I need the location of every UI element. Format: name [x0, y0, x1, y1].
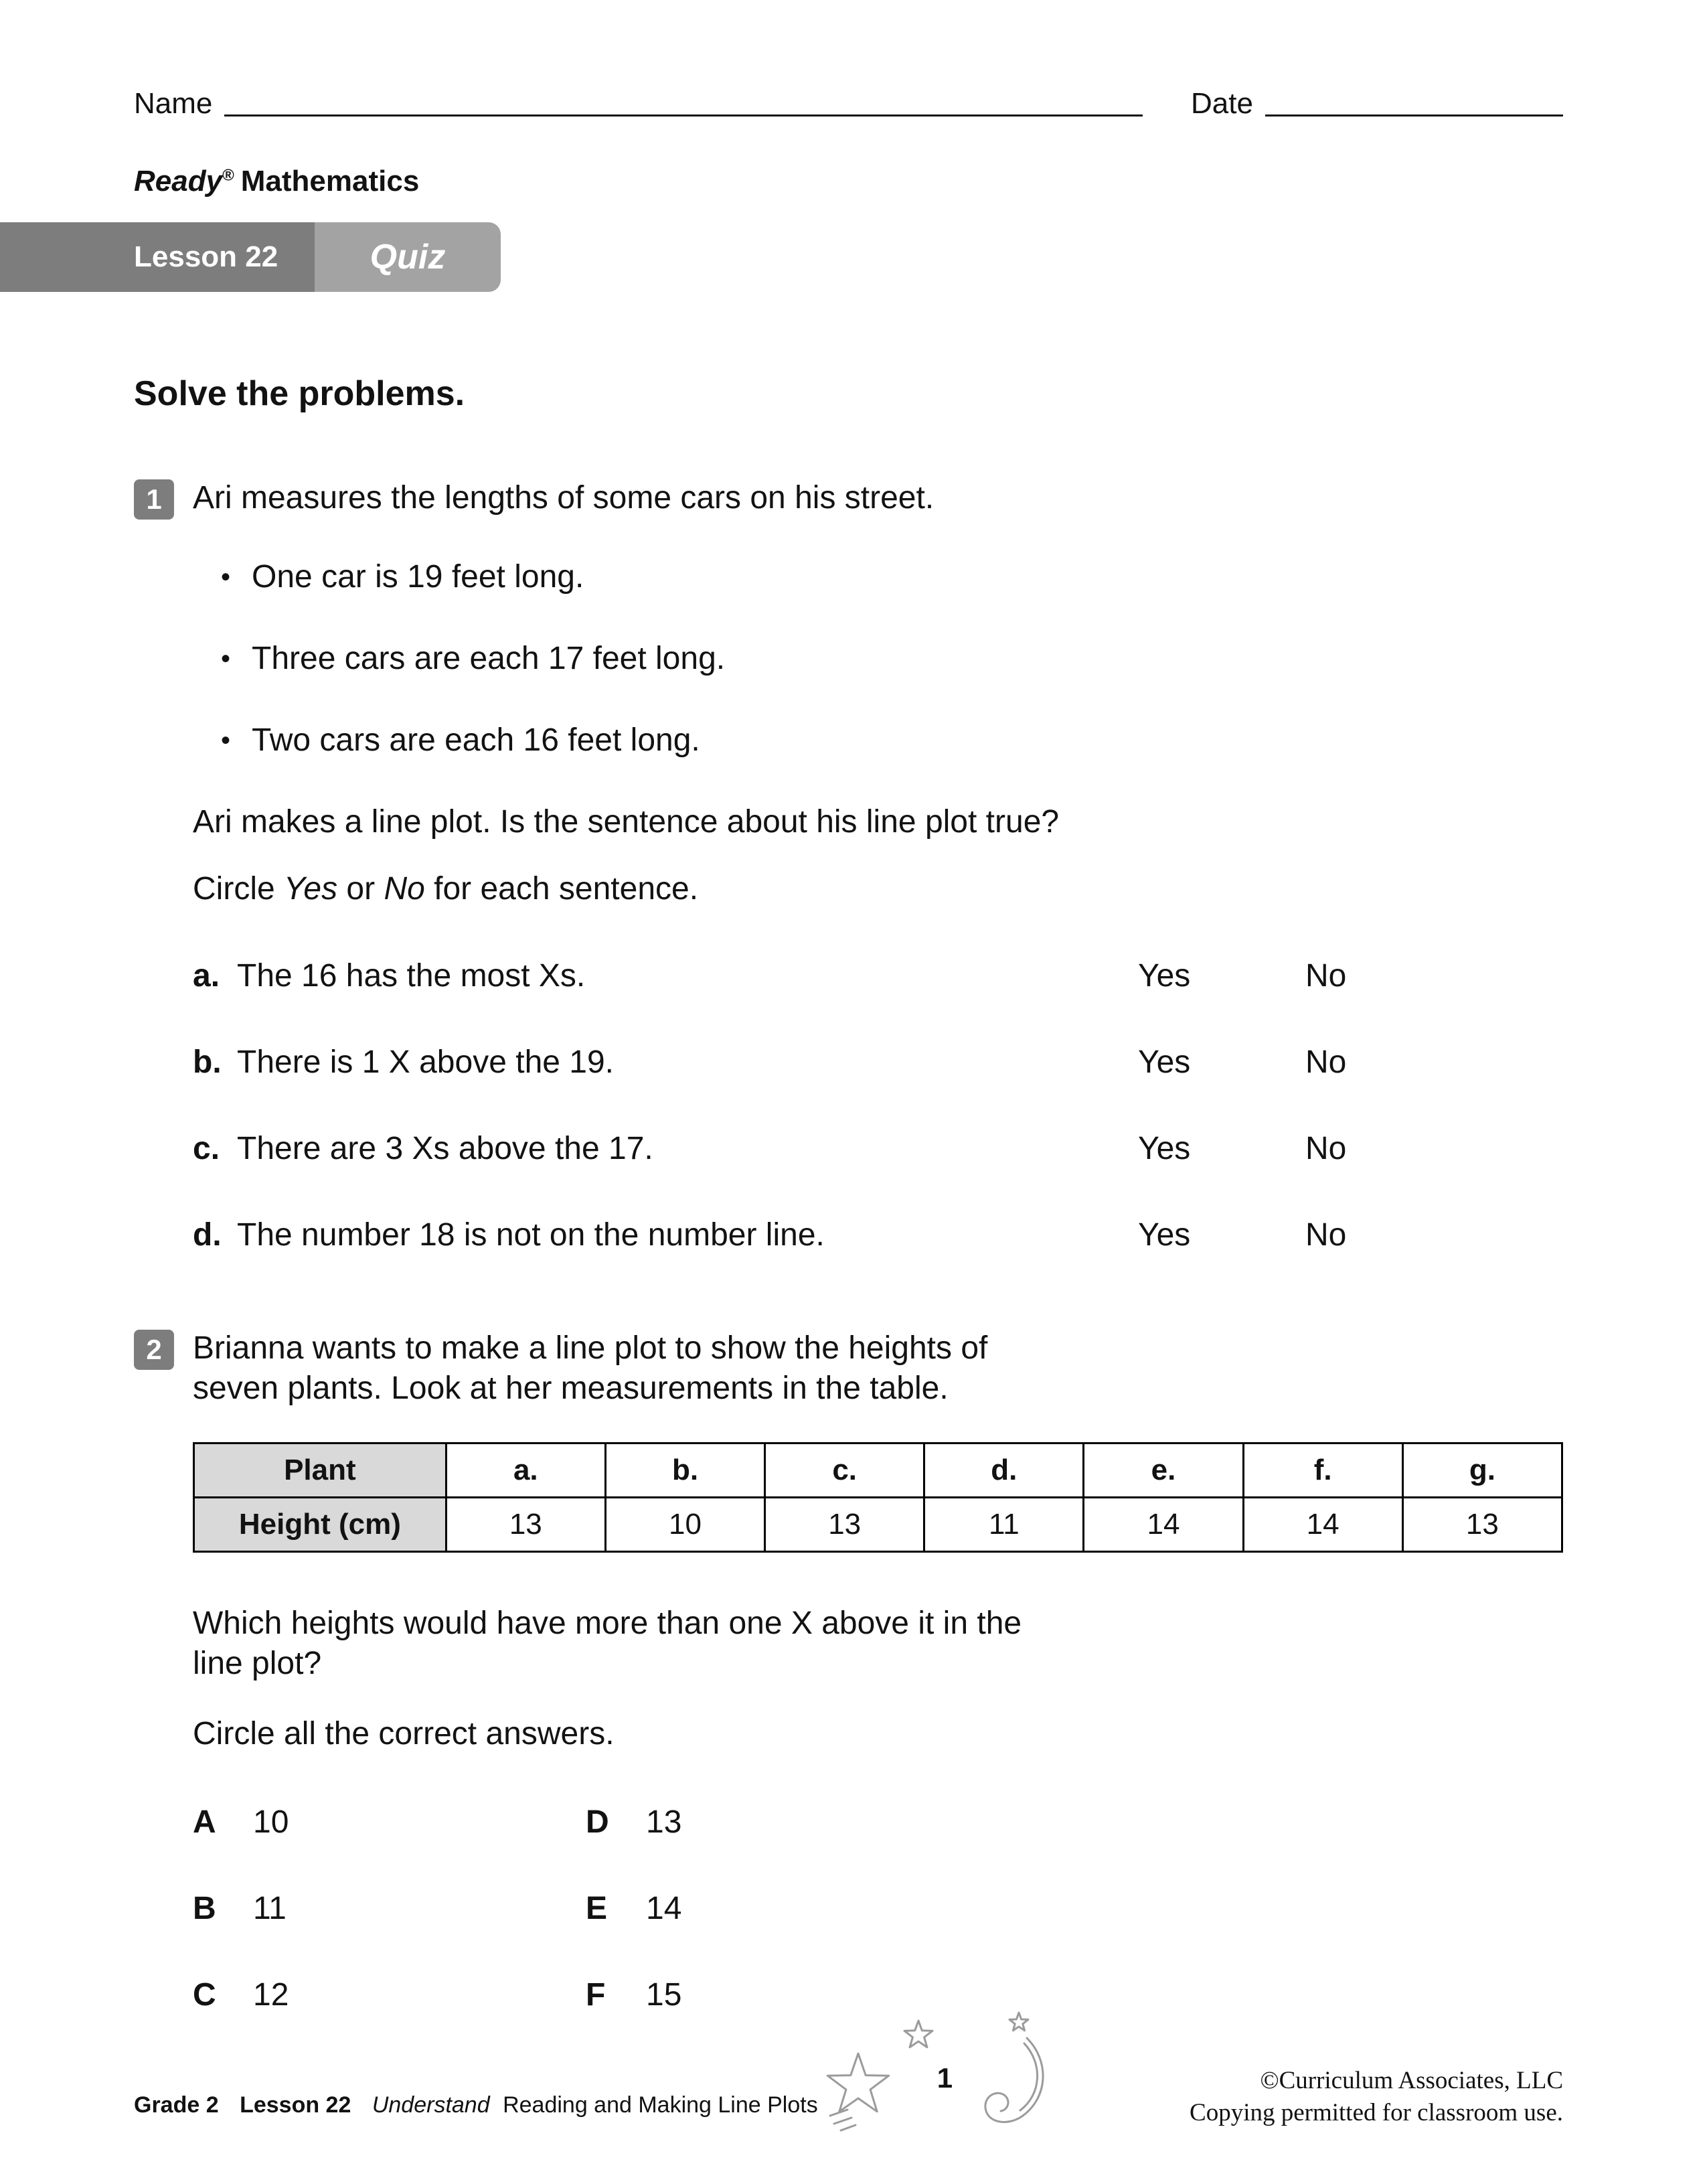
- problem-2: [134, 1328, 1563, 2015]
- instructions-heading: Solve the problems.: [134, 374, 465, 413]
- unit-title: Reading and Making Line Plots: [503, 2092, 818, 2118]
- yes-option[interactable]: Yes: [1138, 1217, 1191, 1253]
- footer-center: [818, 2009, 1059, 2136]
- yes-no-rows: [193, 956, 1563, 1255]
- bullet-item: [193, 557, 1563, 597]
- answer-choices: [193, 1802, 1563, 2015]
- circle-instruction-pre: Circle: [193, 871, 284, 907]
- bullet-item: [193, 720, 1563, 761]
- problem-1-question: Ari makes a line plot. Is the sentence about his line plot true?: [193, 804, 1060, 840]
- choice-letter: C: [193, 1977, 216, 2013]
- item-text: The number 18 is not on the number line.: [237, 1217, 825, 1253]
- height-value: 13: [1402, 1498, 1562, 1552]
- plant-column-header: f.: [1243, 1444, 1402, 1498]
- bullet-text: • Two cars are each 16 feet long.: [252, 722, 700, 758]
- banner-quiz-label: Quiz: [315, 222, 501, 292]
- item-letter: d.: [193, 1217, 222, 1253]
- brand-ready: Ready: [134, 165, 223, 198]
- yes-option[interactable]: Yes: [1138, 1044, 1191, 1080]
- circle-instruction-post: for each sentence.: [424, 871, 699, 907]
- no-option[interactable]: No: [1305, 1131, 1347, 1166]
- height-value: 13: [765, 1498, 924, 1552]
- choice-value: 10: [253, 1804, 289, 1840]
- brand-mathematics: Mathematics: [240, 165, 420, 198]
- no-option[interactable]: No: [1305, 1044, 1347, 1080]
- item-text: There are 3 Xs above the 17.: [237, 1131, 653, 1166]
- name-label: Name: [134, 87, 213, 120]
- date-fill-line[interactable]: [1265, 114, 1563, 116]
- copyright-line1: ©Curriculum Associates, LLC: [1260, 2066, 1563, 2094]
- no-option[interactable]: No: [1305, 958, 1347, 994]
- choice-letter: E: [586, 1891, 608, 1926]
- choice-value: 14: [646, 1891, 682, 1926]
- yes-option[interactable]: Yes: [1138, 1131, 1191, 1166]
- item-text: There is 1 X above the 19.: [237, 1044, 615, 1080]
- yes-no-row-b: [193, 1042, 1563, 1083]
- date-group: [1191, 87, 1563, 121]
- choice-d[interactable]: [586, 1802, 681, 1843]
- bullet-text: • Three cars are each 17 feet long.: [252, 641, 726, 676]
- no-option[interactable]: No: [1305, 1217, 1347, 1253]
- bullet-list: [193, 557, 1563, 761]
- page-footer: [134, 2009, 1563, 2136]
- problem-2-prompt-line2: seven plants. Look at her measurements in the table.: [193, 1371, 949, 1406]
- statement: [193, 1042, 1138, 1083]
- plant-column-header: g.: [1402, 1444, 1562, 1498]
- problem-2-number-badge: 2: [134, 1330, 174, 1370]
- choice-letter: D: [586, 1804, 609, 1840]
- choice-a[interactable]: [193, 1802, 586, 1843]
- table-row-plants: [194, 1444, 1562, 1498]
- height-value: 10: [605, 1498, 764, 1552]
- problem-1-prompt: Ari measures the lengths of some cars on his street.: [193, 480, 934, 516]
- item-text: The 16 has the most Xs.: [237, 958, 586, 994]
- circle-yes-no-instruction: [193, 869, 1563, 909]
- registered-mark: ®: [222, 166, 234, 185]
- footer-left: [134, 2092, 818, 2136]
- yes-no-row-a: [193, 956, 1563, 996]
- lesson-banner: [0, 222, 501, 292]
- yes-no-row-c: [193, 1129, 1563, 1169]
- choice-letter: A: [193, 1804, 216, 1840]
- plant-column-header: d.: [924, 1444, 1084, 1498]
- statement: [193, 956, 1138, 996]
- choice-value: 15: [646, 1977, 682, 2013]
- name-date-header: [134, 87, 1563, 121]
- item-letter: c.: [193, 1131, 220, 1166]
- copyright-line2: Copying permitted for classroom use.: [1190, 2098, 1563, 2126]
- plant-column-header: e.: [1084, 1444, 1243, 1498]
- height-row-label: Height (cm): [194, 1498, 446, 1552]
- bullet-item: [193, 639, 1563, 679]
- height-value: 14: [1084, 1498, 1243, 1552]
- statement: [193, 1129, 1138, 1169]
- choice-value: 11: [253, 1891, 287, 1926]
- choice-letter: B: [193, 1891, 216, 1926]
- banner-lesson-label: Lesson 22: [0, 222, 315, 292]
- problem-2-prompt-line1: Brianna wants to make a line plot to show the heights of: [193, 1330, 988, 1366]
- brand-line: [134, 165, 1563, 198]
- problem-2-question-line2: line plot?: [193, 1646, 322, 1681]
- date-label: Date: [1191, 87, 1253, 120]
- item-letter: b.: [193, 1044, 222, 1080]
- table-row-heights: [194, 1498, 1562, 1552]
- choice-value: 13: [646, 1804, 682, 1840]
- plant-column-header: b.: [605, 1444, 764, 1498]
- bullet-text: • One car is 19 feet long.: [252, 559, 584, 595]
- choice-letter: F: [586, 1977, 606, 2013]
- choice-value: 12: [253, 1977, 289, 2013]
- statement: [193, 1215, 1138, 1255]
- problem-1: [134, 478, 1563, 1302]
- grade-label: Grade 2: [134, 2092, 219, 2118]
- name-fill-line[interactable]: [224, 114, 1143, 116]
- plant-column-header: c.: [765, 1444, 924, 1498]
- unit-title-italic: Understand: [372, 2092, 490, 2118]
- yes-no-row-d: [193, 1215, 1563, 1255]
- problem-1-body: [193, 478, 1563, 1302]
- circle-instruction-mid: or: [337, 871, 384, 907]
- plant-height-table: [193, 1442, 1563, 1553]
- lesson-label: Lesson 22: [240, 2092, 351, 2118]
- choice-e[interactable]: [586, 1889, 681, 1929]
- problem-2-question-line1: Which heights would have more than one X above it in the: [193, 1606, 1022, 1641]
- height-value: 11: [924, 1498, 1084, 1552]
- copyright: [1059, 2065, 1563, 2136]
- circle-instruction-no: No: [384, 871, 425, 907]
- plant-column-header: a.: [446, 1444, 605, 1498]
- height-value: 13: [446, 1498, 605, 1552]
- yes-option[interactable]: Yes: [1138, 958, 1191, 994]
- problem-2-body: [193, 1328, 1563, 2015]
- problem-1-number-badge: 1: [134, 479, 174, 520]
- name-group: [134, 87, 1143, 121]
- circle-instruction-yes: Yes: [284, 871, 338, 907]
- item-letter: a.: [193, 958, 220, 994]
- choice-b[interactable]: [193, 1889, 586, 1929]
- page-number: 1: [937, 2062, 953, 2094]
- plant-row-label: Plant: [194, 1444, 446, 1498]
- circle-all-instruction: Circle all the correct answers.: [193, 1716, 615, 1751]
- height-value: 14: [1243, 1498, 1402, 1552]
